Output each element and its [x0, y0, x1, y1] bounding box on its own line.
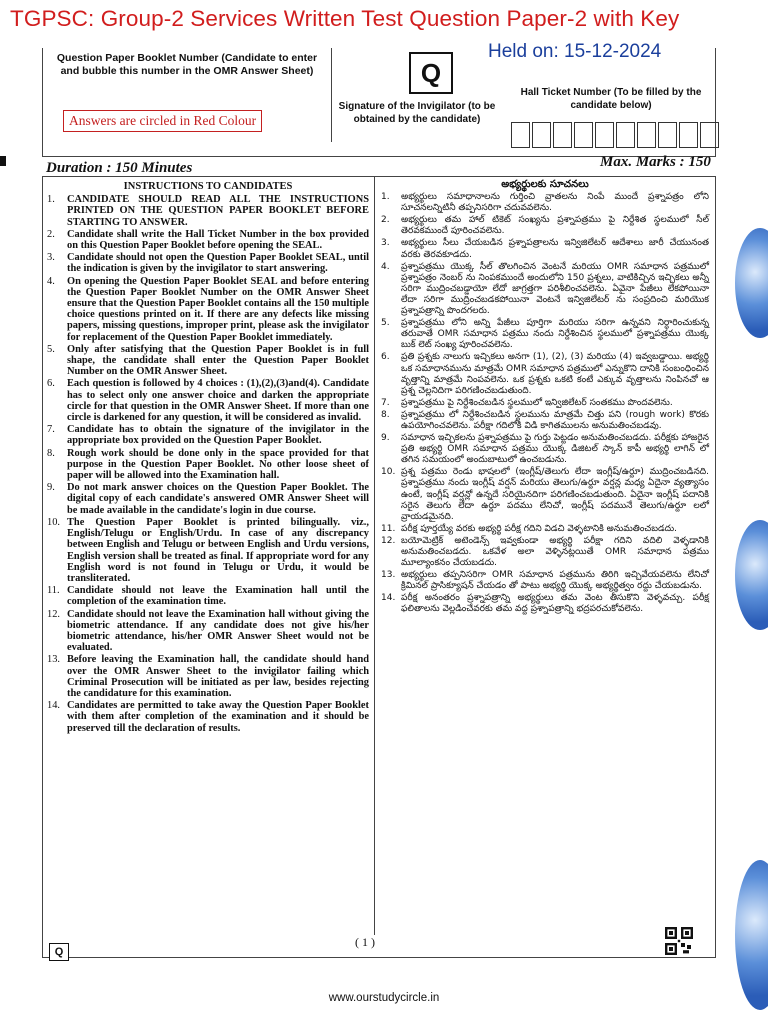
booklet-number-label: Question Paper Booklet Number (Candidate to enter and bubble this number in the OMR Answer Sheet) [56, 52, 318, 77]
duration: Duration : 150 Minutes [46, 160, 193, 176]
telugu-list [381, 192, 709, 615]
hall-ticket-digit-box[interactable] [511, 122, 530, 148]
instruction-text: ప్రశ్న పత్రము రెండు భాషలలో (ఇంగ్లీష్/తెలుగు లేదా ఇంగ్లీష్/ఉర్దూ) ముద్రించబడినది. ప్రశ్నాపత్రము నందు ఇంగ్లీష్ వర్షన్ మరియు తెలుగు/ఉర్దూ వర్షన్ల మధ్య ఏదైనా వ్యత్యాసం ఉంటే, ఇంగ్లీష్ వర్షన్లో ఉన్నదే సరియైనదిగా పరిగణించబడుతుంది. ఏదైనా ఇంగ్లీష్ పదానికి సరైన తెలుగు లేదా ఉర్దూ పదము లేనిచో, ఇంగ్లీష్ పదమునే తెలుగు/ఉర్దూ లలో వ్రాయడమైనది. [401, 467, 709, 522]
english-instruction-item [47, 252, 369, 274]
booklet-header [42, 48, 716, 157]
telugu-instruction-item [381, 593, 709, 615]
telugu-instruction-item [381, 536, 709, 569]
telugu-instruction-item [381, 262, 709, 317]
hall-ticket-digit-box[interactable] [616, 122, 635, 148]
telugu-instruction-item [381, 570, 709, 592]
instruction-number: 9. [47, 482, 55, 494]
english-instructions [47, 181, 369, 735]
instruction-number: 12. [381, 535, 396, 546]
booklet-letter-footer: Q [49, 943, 69, 961]
instruction-text: The Question Paper Booklet is printed bilingually. viz., English/Telugu or English/Urdu. In case of any discrepancy between English and Telugu or between English and Urdu versions, English version shall be treated as final. If appropriate word for any English word is not found in Telugu or Urdu, it would be transliterated. [67, 516, 369, 584]
banner-title: TGPSC: Group-2 Services Written Test Question Paper-2 with Key [10, 6, 680, 31]
telugu-instruction-item [381, 524, 709, 535]
answers-note: Answers are circled in Red Colour [63, 110, 262, 132]
instruction-number: 4. [381, 261, 390, 272]
telugu-instruction-item [381, 192, 709, 214]
instruction-number: 3. [47, 252, 55, 264]
instruction-number: 7. [47, 424, 55, 436]
instruction-text: Candidate shall write the Hall Ticket Number in the box provided on this Question Paper Booklet before opening the SEAL. [67, 228, 369, 252]
instruction-text: On opening the Question Paper Booklet SEAL and before entering the Question Paper Booklet Number on the OMR Answer Sheet ensure that the Question Paper Booklet contains all the 150 multiple choice questions printed on it. If there are any defects like missing papers, missing questions, improper print, please ask the invigilator for replacement of the Question Paper Booklet immediately. [67, 275, 369, 343]
english-instruction-item [47, 448, 369, 482]
globe-decoration-bottom [735, 860, 768, 1010]
instruction-number: 11. [47, 585, 60, 597]
globe-decoration-middle [735, 520, 768, 630]
english-instruction-item [47, 654, 369, 699]
instruction-text: బయోమెట్రిక్ అటెండెన్స్ ఇవ్వకుండా అభ్యర్థి పరీక్షా గదిని వదిలి వెళ్ళడానికి అనుమతించబడదు. ఒకవేళ అలా వెళ్ళినట్లయితే OMR సమాధాన పత్రము మూల్యాంకనం చేయబడదు. [401, 535, 709, 569]
english-instruction-item [47, 700, 369, 734]
telugu-instruction-item [381, 410, 709, 432]
instruction-number: 8. [381, 409, 390, 420]
hall-ticket-label: Hall Ticket Number (To be filled by the candidate below) [520, 87, 702, 111]
telugu-instruction-item [381, 352, 709, 396]
instruction-text: Only after satisfying that the Question Paper Booklet is in full shape, the candidate shall enter the Question Paper Booklet Number on the OMR Answer Sheet. [67, 343, 369, 378]
instruction-text: Candidate has to obtain the signature of the invigilator in the appropriate box provided on the Question Paper Booklet. [67, 424, 369, 447]
hall-ticket-digit-box[interactable] [574, 122, 593, 148]
booklet-letter-box: Q [409, 52, 453, 94]
footer-url: www.ourstudycircle.in [328, 992, 440, 1004]
instruction-number: 5. [47, 343, 55, 355]
instruction-text: పరీక్ష అనంతరం ప్రశ్నాపత్రాన్ని అభ్యర్థులు తమ వెంట తీసుకొని వెళ్ళవచ్చు. పరీక్ష ఫలితాలను వెల్లడించేవరకు తమ వద్ద ప్రశ్నాపత్రాన్ని భద్రపరచుకోవలెను. [401, 593, 709, 615]
instruction-number: 10. [381, 467, 396, 478]
english-instruction-item [47, 424, 369, 446]
side-mark [0, 156, 6, 166]
instruction-text: అభ్యర్థులు సమాధానాలను గుర్తించి వ్రాతలను నింపే ముందే ప్రశ్నాపత్రం లోని సూచనలన్నిటినీ తప్పనిసరిగా చదువవలెను. [401, 192, 709, 214]
instruction-text: CANDIDATE SHOULD READ ALL THE INSTRUCTIONS PRINTED ON THE QUESTION PAPER BOOKLET BEFORE STARTING TO ANSWER. [67, 194, 369, 228]
instruction-number: 13. [381, 570, 396, 581]
instruction-number: 2. [381, 215, 390, 226]
page-number: ( 1 ) [355, 935, 375, 949]
english-instruction-item [47, 344, 369, 378]
instruction-number: 10. [47, 516, 60, 528]
instruction-text: Each question is followed by 4 choices : (1),(2),(3)and(4). Candidate has to select only one answer choice and darken the appropriate circle for that question in the OMR Answer Sheet. If more than one circle is darkened for any question, it will be considered as invalid. [67, 378, 369, 424]
instruction-number: 2. [47, 228, 55, 240]
hall-ticket-digit-box[interactable] [595, 122, 614, 148]
instruction-number: 8. [47, 447, 55, 459]
instruction-text: సమాధాన ఇచ్చికలను ప్రశ్నాపత్రము పై గుర్తు పెట్టడం అనుమతించబడదు. పరీక్షకు హాజరైన ప్రతి అభ్యర్థి OMR సమాధాన పత్రము యొక్క డిజిటల్ స్కాన్ కాపీ అభ్యర్థి లాగిన్ లో తగిన సమయంలో అందుబాటులో ఉంచబడును. [401, 433, 709, 466]
instruction-number: 7. [381, 397, 390, 408]
instruction-number: 12. [47, 608, 60, 620]
column-divider [374, 177, 375, 935]
instruction-text: ప్రశ్నాపత్రము లోని అన్ని పేజీలు పూర్తిగా మరియు సరిగా ఉన్నవని నిర్ధారించుకున్న తరువాతే OMR సమాధాన పత్రము నందు నిర్దేశించిన స్థలములో ప్రశ్నాపత్రము యొక్క బుక్ లెట్ సంఖ్య పూరించవలెను. [401, 318, 709, 351]
instruction-number: 14. [47, 700, 60, 712]
instruction-number: 3. [381, 238, 390, 249]
instruction-text: Candidates are permitted to take away the Question Paper Booklet with them after completion of the examination and it should be preserved till the declaration of results. [67, 700, 369, 734]
instruction-number: 11. [381, 523, 396, 534]
instruction-text: Before leaving the Examination hall, the candidate should hand over the OMR Answer Sheet to the invigilator failing which Criminal Prosecution will be initiated as per law, besides rejecting the candidature for this examination. [67, 654, 369, 699]
hall-ticket-digit-box[interactable] [658, 122, 677, 148]
telugu-instruction-item [381, 398, 709, 409]
hall-ticket-digit-box[interactable] [679, 122, 698, 148]
instruction-text: అభ్యర్థులు తమ హాల్ టికెట్ సంఖ్యను ప్రశ్నాపత్రము పై నిర్దేశిత స్థలములో సీల్ తెరవకముందే పూరించవలెను. [401, 215, 709, 237]
telugu-instruction-item [381, 238, 709, 260]
instruction-number: 5. [381, 318, 390, 329]
instruction-text: Candidate should not leave the Examination hall until the completion of the examination time. [67, 585, 369, 608]
instruction-number: 6. [381, 352, 390, 363]
english-instruction-item [47, 194, 369, 228]
instruction-text: Candidate should not open the Question Paper Booklet SEAL, until the indication is given by the invigilator to start answering. [67, 252, 369, 275]
telugu-heading: అభ్యర్థులకు సూచనలు [501, 179, 589, 190]
english-instruction-item [47, 378, 369, 423]
telugu-instructions [381, 179, 709, 617]
instruction-number: 9. [381, 433, 390, 444]
instruction-text: ప్రతి ప్రశ్నకు నాలుగు ఇచ్చికలు అనగా (1), (2), (3) మరియు (4) ఇవ్వబడ్డాయి. అభ్యర్థి ఒక సమాధానమును మాత్రమే OMR సమాధాన పత్రములో ఎన్నుకొని దానికి సంబంధించిన వృత్తాన్ని మాత్రమే నింపవలెను. ఒక ప్రశ్నకు ఒకటి కంటే ఎక్కువ వృత్తాలను నింపినచో ఆ ప్రశ్న చెల్లనిదిగా పరిగణించబడుతుంది. [401, 352, 709, 396]
instruction-number: 13. [47, 654, 60, 666]
globe-decoration-top [735, 228, 768, 338]
instruction-number: 1. [381, 192, 390, 203]
instruction-text: పరీక్ష పూర్తయ్యే వరకు అభ్యర్థి పరీక్ష గదిని విడచి వెళ్ళటానికి అనుమతించబడదు. [401, 523, 677, 534]
instruction-text: Rough work should be done only in the space provided for that purpose in the Question Paper Booklet. No other loose sheet of paper will be allowed into the Examination hall. [67, 447, 369, 482]
max-marks: Max. Marks : 150 [600, 154, 711, 170]
english-instruction-item [47, 229, 369, 251]
qr-code-icon [665, 927, 693, 955]
hall-ticket-digit-box[interactable] [532, 122, 551, 148]
hall-ticket-digit-box[interactable] [700, 122, 719, 148]
english-instruction-item [47, 609, 369, 654]
signature-label: Signature of the Invigilator (to be obtained by the candidate) [338, 101, 496, 125]
hall-ticket-digit-box[interactable] [637, 122, 656, 148]
instruction-text: ప్రశ్నాపత్రము పై నిర్దేశించబడిన స్థలములో ఇన్విజిలేటర్ సంతకము పొందవలెను. [401, 397, 673, 408]
instruction-text: ప్రశ్నాపత్రము యొక్క సీల్ తొలగించిన వెంటనే మరియు OMR సమాధాన పత్రములో ప్రశ్నాపత్రం నెంబర్ ను నింపకముందే అందులోని 150 ప్రశ్నలు, వాటికిచ్చిన ఇచ్చికలు అన్నీ సరిగా ముద్రించబడ్డాయో లేదో జాగ్రత్తగా పరిశీలించవలెను. ఏవైనా పేజీలు లేకపోయినా లేదా సరిగా ముద్రించబడకపోయినా వెంటనే ఇన్విజిలేటర్ ను సంప్రదించి మరియొక ప్రశ్నాపత్రాన్ని పొందగలరు. [401, 261, 709, 317]
english-heading: INSTRUCTIONS TO CANDIDATES [123, 181, 293, 192]
held-on-date: Held on: 15-12-2024 [488, 41, 662, 62]
instruction-number: 6. [47, 378, 55, 390]
instruction-text: Do not mark answer choices on the Question Paper Booklet. The digital copy of each candidate's answered OMR Answer Sheet will be made available in the candidate's login in due course. [67, 482, 369, 516]
banner [0, 0, 768, 40]
booklet-number-panel [43, 48, 332, 142]
instruction-text: Candidate should not leave the Examination hall without giving the biometric attendance. If any candidate does not give his/her biometric attendance, his/her OMR Answer Sheet would not be evaluated. [67, 608, 369, 654]
hall-ticket-boxes[interactable] [511, 122, 721, 148]
instructions-panel [42, 176, 716, 958]
telugu-instruction-item [381, 318, 709, 351]
instruction-number: 14. [381, 593, 396, 604]
telugu-instruction-item [381, 433, 709, 466]
english-instruction-item [47, 585, 369, 607]
instruction-number: 4. [47, 275, 55, 287]
english-instruction-item [47, 517, 369, 584]
instruction-text: అభ్యర్థులు సీలు చేయబడిన ప్రశ్నాపత్రాలను ఇన్విజిలేటర్ ఆదేశాలు జారీ చేయునంత వరకు తెరవకూడదు. [401, 238, 709, 260]
telugu-instruction-item [381, 215, 709, 237]
telugu-instruction-item [381, 467, 709, 522]
instruction-text: ప్రశ్నాపత్రము లో నిర్దేశించబడిన స్థలమును మాత్రమే చిత్తు పని (rough work) కొరకు ఉపయోగించవలెను. పరీక్షా గదిలోకి విడి కాగితములను అనుమతించబడవు. [401, 409, 709, 431]
instruction-number: 1. [47, 194, 55, 206]
instruction-text: అభ్యర్థులు తప్పనిసరిగా OMR సమాధాన పత్రమును తిరిగి ఇచ్చివేయవలెను లేనిచో క్రిమినల్ ప్రాసిక్యూషన్ చేయడం తో పాటు అభ్యర్థి యొక్క అభ్యర్థిత్వం రద్దు చేయబడును. [401, 570, 709, 592]
english-instruction-item [47, 276, 369, 343]
hall-ticket-digit-box[interactable] [553, 122, 572, 148]
english-list [47, 194, 369, 734]
english-instruction-item [47, 482, 369, 516]
